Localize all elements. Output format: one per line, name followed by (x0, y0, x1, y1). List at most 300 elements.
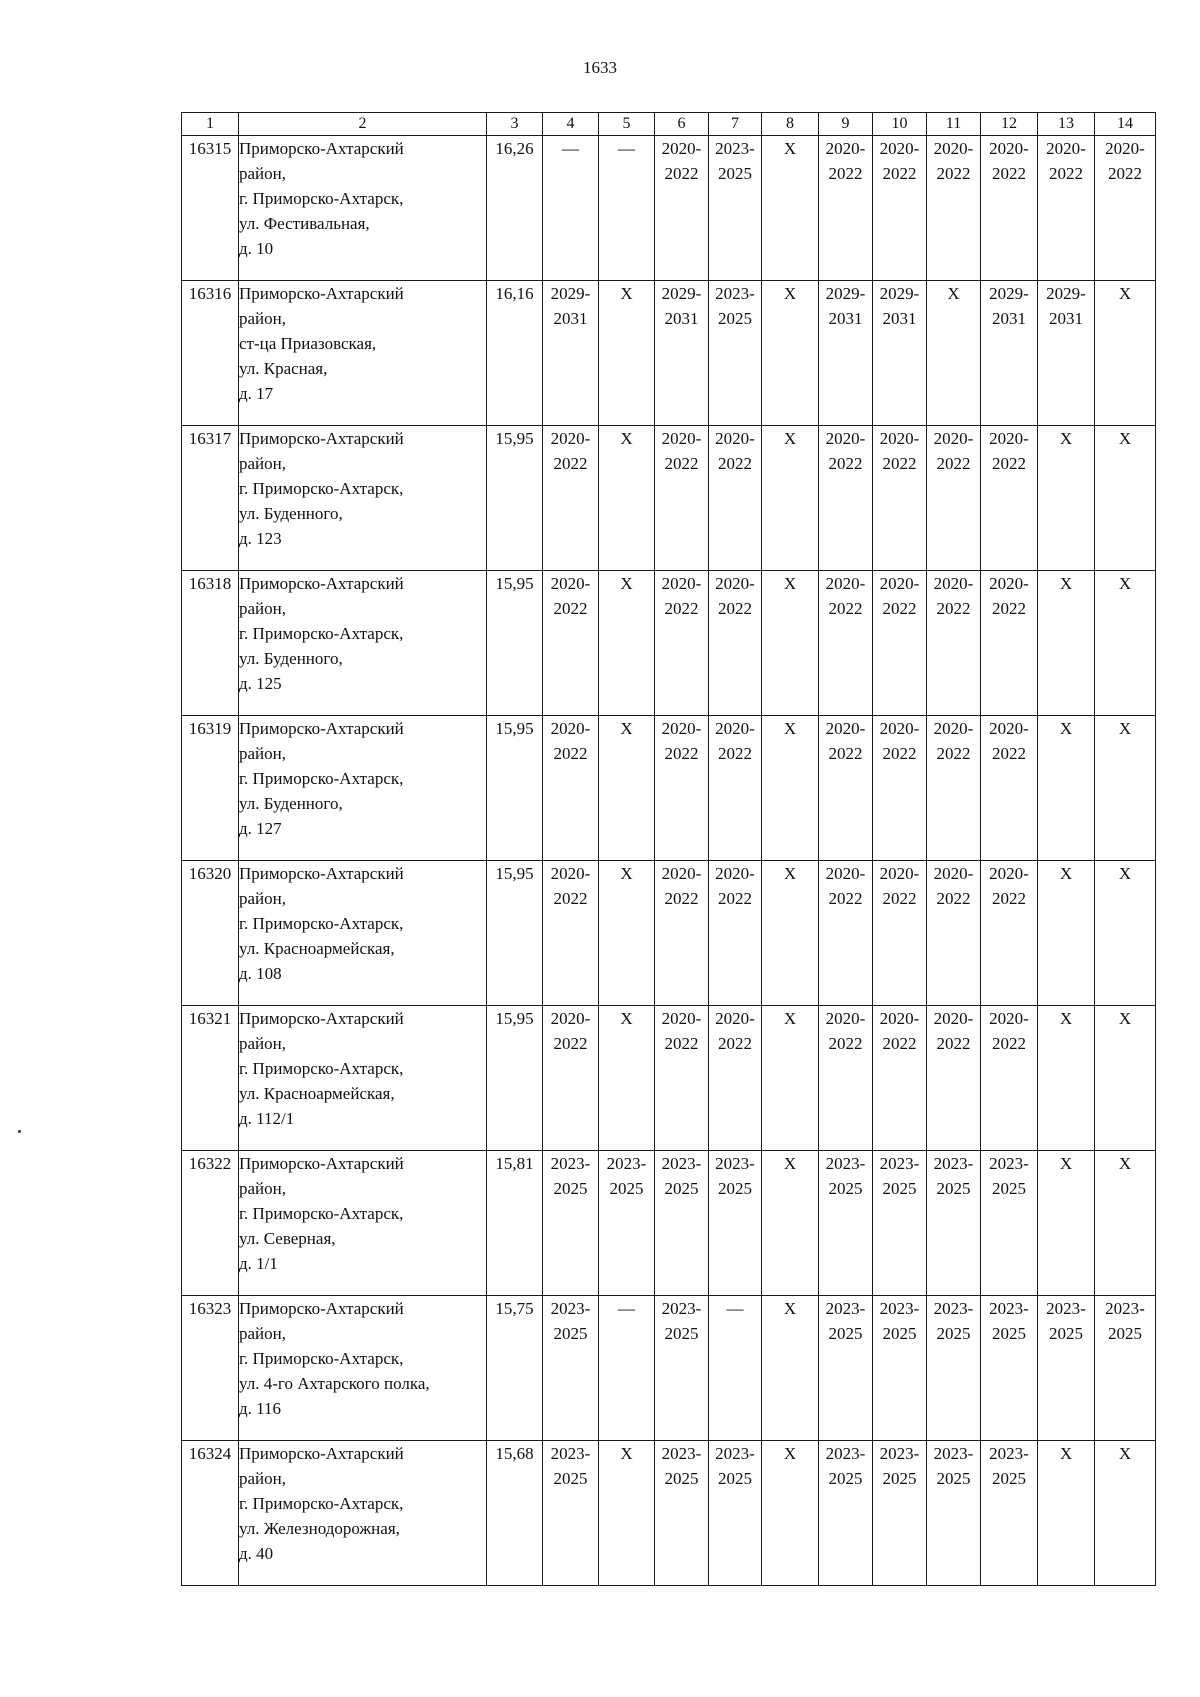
period-line: 2023- (825, 1299, 866, 1318)
period-cell-col-11 (927, 136, 981, 281)
period-line: X (1118, 1444, 1132, 1463)
period-cell-col-10 (873, 861, 927, 1006)
period-cell-col-11 (927, 426, 981, 571)
period-line: 2020- (933, 864, 974, 883)
length-cell: 15,95 (487, 716, 543, 861)
period-cell-col-6 (655, 426, 709, 571)
period-line: 2022 (882, 454, 917, 473)
period-cell-col-5 (599, 426, 655, 571)
period-cell-col-9 (819, 1296, 873, 1441)
period-line: 2023- (879, 1299, 920, 1318)
period-line: — (618, 1299, 635, 1318)
period-cell-col-6 (655, 716, 709, 861)
period-cell-col-12 (981, 426, 1038, 571)
period-cell-col-13 (1038, 136, 1095, 281)
period-line: 2020- (661, 864, 702, 883)
page-number: 1633 (583, 58, 617, 77)
period-cell-col-11 (927, 1441, 981, 1586)
period-line: 2023- (550, 1444, 591, 1463)
period-cell-col-7 (709, 1296, 762, 1441)
period-cell-col-4 (543, 1151, 599, 1296)
address-cell (239, 281, 487, 426)
table-row (182, 1296, 1156, 1441)
period-line: 2020- (933, 139, 974, 158)
period-line: 2020- (825, 574, 866, 593)
period-cell-col-6 (655, 136, 709, 281)
row-number: 16318 (182, 571, 239, 716)
address-line: Приморско-Ахтарский (239, 864, 404, 883)
period-line: 2023- (825, 1444, 866, 1463)
period-line: 2020- (1046, 139, 1086, 158)
period-line: 2025 (1108, 1324, 1142, 1343)
period-line: 2022 (992, 1034, 1026, 1053)
table-row (182, 1151, 1156, 1296)
period-line: 2029- (825, 284, 866, 303)
table-row (182, 426, 1156, 571)
period-cell-col-5 (599, 571, 655, 716)
period-line: 2025 (992, 1179, 1026, 1198)
address-line: район, (239, 1034, 286, 1053)
address-line: район, (239, 454, 286, 473)
period-line: X (1118, 864, 1132, 883)
row-number: 16316 (182, 281, 239, 426)
period-line: 2022 (936, 454, 971, 473)
length-cell: 15,95 (487, 571, 543, 716)
period-line: 2020- (715, 864, 755, 883)
period-line: 2022 (992, 454, 1026, 473)
period-line: 2025 (718, 309, 752, 328)
column-header-13: 13 (1038, 113, 1095, 136)
address-line: ул. 4-го Ахтарского полка, (239, 1374, 430, 1393)
period-line: X (783, 719, 797, 738)
column-header-10: 10 (873, 113, 927, 136)
column-header-3: 3 (487, 113, 543, 136)
address-line: г. Приморско-Ахтарск, (239, 1059, 404, 1078)
period-line: 2025 (1049, 1324, 1083, 1343)
period-cell-col-13 (1038, 571, 1095, 716)
period-line: 2025 (718, 1179, 752, 1198)
period-line: 2020- (933, 429, 974, 448)
period-cell-col-8 (762, 1296, 819, 1441)
period-line: X (1118, 284, 1132, 303)
address-line: д. 112/1 (239, 1109, 295, 1128)
table-row (182, 1441, 1156, 1586)
period-cell-col-9 (819, 1006, 873, 1151)
period-line: 2020- (825, 864, 866, 883)
address-line: Приморско-Ахтарский (239, 719, 404, 738)
period-line: 2022 (936, 1034, 971, 1053)
period-line: X (620, 574, 633, 593)
period-line: 2031 (882, 309, 917, 328)
period-line: 2025 (664, 1469, 699, 1488)
period-line: 2025 (553, 1179, 588, 1198)
address-line: Приморско-Ахтарский (239, 574, 404, 593)
column-header-2: 2 (239, 113, 487, 136)
row-number: 16323 (182, 1296, 239, 1441)
period-line: 2022 (664, 164, 699, 183)
address-line: Приморско-Ахтарский (239, 1009, 404, 1028)
period-line: 2020- (879, 1009, 920, 1028)
period-cell-col-10 (873, 571, 927, 716)
column-header-1: 1 (182, 113, 239, 136)
period-cell-col-6 (655, 1296, 709, 1441)
scan-speck (18, 1130, 21, 1133)
period-cell-col-6 (655, 281, 709, 426)
period-line: 2020- (661, 574, 702, 593)
period-line: X (947, 284, 960, 303)
period-cell-col-6 (655, 1006, 709, 1151)
address-line: д. 125 (239, 674, 282, 693)
row-number: 16322 (182, 1151, 239, 1296)
period-line: 2022 (553, 599, 588, 618)
period-cell-col-6 (655, 1441, 709, 1586)
period-cell-col-7 (709, 571, 762, 716)
period-line: 2023- (606, 1154, 647, 1173)
period-line: 2023- (1046, 1299, 1086, 1318)
period-cell-col-9 (819, 716, 873, 861)
column-header-14: 14 (1095, 113, 1156, 136)
period-cell-col-14 (1095, 281, 1156, 426)
period-line: 2031 (828, 309, 863, 328)
period-line: 2022 (992, 889, 1026, 908)
period-cell-col-13 (1038, 1441, 1095, 1586)
period-line: 2029- (661, 284, 702, 303)
address-line: ул. Буденного, (239, 504, 343, 523)
address-line: ул. Железнодорожная, (239, 1519, 400, 1538)
address-cell (239, 1006, 487, 1151)
period-cell-col-12 (981, 1296, 1038, 1441)
period-line: 2023- (661, 1299, 702, 1318)
row-number: 16321 (182, 1006, 239, 1151)
period-line: 2020- (825, 1009, 866, 1028)
period-line: 2025 (882, 1324, 917, 1343)
address-line: д. 123 (239, 529, 282, 548)
period-cell-col-14 (1095, 1296, 1156, 1441)
column-header-11: 11 (927, 113, 981, 136)
table-row (182, 281, 1156, 426)
period-cell-col-14 (1095, 716, 1156, 861)
period-line: 2022 (1049, 164, 1083, 183)
column-header-5: 5 (599, 113, 655, 136)
address-line: г. Приморско-Ахтарск, (239, 769, 404, 788)
period-cell-col-14 (1095, 136, 1156, 281)
period-line: 2020- (989, 139, 1029, 158)
period-line: 2023- (933, 1444, 974, 1463)
period-cell-col-11 (927, 1006, 981, 1151)
period-cell-col-6 (655, 571, 709, 716)
row-number: 16319 (182, 716, 239, 861)
period-cell-col-10 (873, 281, 927, 426)
period-line: 2025 (828, 1179, 863, 1198)
period-line: 2023- (715, 1444, 755, 1463)
period-line: 2022 (936, 889, 971, 908)
period-line: 2023- (715, 284, 755, 303)
period-cell-col-4 (543, 1296, 599, 1441)
address-line: район, (239, 1179, 286, 1198)
period-cell-col-12 (981, 281, 1038, 426)
period-line: X (1118, 1154, 1132, 1173)
address-line: ст-ца Приазовская, (239, 334, 377, 353)
period-line: 2025 (936, 1324, 971, 1343)
period-cell-col-10 (873, 716, 927, 861)
address-line: Приморско-Ахтарский (239, 1154, 404, 1173)
period-line: 2022 (718, 744, 752, 763)
period-cell-col-12 (981, 1441, 1038, 1586)
period-cell-col-8 (762, 1006, 819, 1151)
period-line: 2022 (553, 744, 588, 763)
period-line: 2025 (718, 1469, 752, 1488)
table-row (182, 571, 1156, 716)
period-cell-col-8 (762, 281, 819, 426)
address-line: д. 127 (239, 819, 282, 838)
period-line: X (1118, 574, 1132, 593)
period-line: 2020- (879, 574, 920, 593)
address-line: г. Приморско-Ахтарск, (239, 624, 404, 643)
period-line: 2020- (825, 429, 866, 448)
address-line: д. 40 (239, 1544, 274, 1563)
period-line: 2022 (553, 889, 588, 908)
period-line: 2022 (882, 889, 917, 908)
length-cell: 15,81 (487, 1151, 543, 1296)
period-line: 2023- (879, 1444, 920, 1463)
period-cell-col-4 (543, 861, 599, 1006)
period-cell-col-4 (543, 571, 599, 716)
column-header-9: 9 (819, 113, 873, 136)
period-line: 2020- (550, 719, 591, 738)
period-line: 2023- (550, 1154, 591, 1173)
period-cell-col-11 (927, 1296, 981, 1441)
address-line: ул. Фестивальная, (239, 214, 370, 233)
period-cell-col-5 (599, 1296, 655, 1441)
address-line: район, (239, 1469, 286, 1488)
period-line: X (1059, 1009, 1073, 1028)
period-cell-col-10 (873, 136, 927, 281)
period-cell-col-12 (981, 1151, 1038, 1296)
length-cell: 15,95 (487, 426, 543, 571)
period-line: 2020- (825, 719, 866, 738)
period-line: 2025 (664, 1324, 699, 1343)
period-line: 2022 (828, 454, 863, 473)
period-line: X (620, 1444, 633, 1463)
schedule-table (181, 112, 1156, 1586)
period-line: 2020- (1105, 139, 1145, 158)
length-cell: 16,26 (487, 136, 543, 281)
period-line: 2029- (1046, 284, 1086, 303)
header-row (182, 113, 1156, 136)
period-line: 2025 (936, 1469, 971, 1488)
period-cell-col-10 (873, 1006, 927, 1151)
period-line: 2023- (933, 1299, 974, 1318)
period-line: 2022 (718, 889, 752, 908)
period-cell-col-7 (709, 136, 762, 281)
address-line: район, (239, 889, 286, 908)
period-cell-col-4 (543, 1006, 599, 1151)
period-line: 2022 (828, 1034, 863, 1053)
period-line: X (620, 864, 633, 883)
period-cell-col-5 (599, 281, 655, 426)
row-number: 16315 (182, 136, 239, 281)
address-line: район, (239, 744, 286, 763)
period-cell-col-9 (819, 861, 873, 1006)
table-body (182, 136, 1156, 1586)
period-line: 2023- (989, 1154, 1029, 1173)
period-cell-col-8 (762, 861, 819, 1006)
period-line: 2020- (989, 719, 1029, 738)
period-cell-col-5 (599, 1151, 655, 1296)
period-line: 2022 (828, 164, 863, 183)
period-cell-col-5 (599, 861, 655, 1006)
period-line: 2025 (828, 1469, 863, 1488)
period-cell-col-9 (819, 1441, 873, 1586)
address-line: ул. Северная, (239, 1229, 336, 1248)
period-line: 2020- (989, 864, 1029, 883)
period-line: 2022 (718, 1034, 752, 1053)
period-line: 2023- (715, 1154, 755, 1173)
period-cell-col-8 (762, 426, 819, 571)
period-line: X (1059, 574, 1073, 593)
period-line: 2022 (828, 744, 863, 763)
period-line: 2020- (879, 429, 920, 448)
period-line: 2020- (661, 1009, 702, 1028)
period-line: 2022 (992, 599, 1026, 618)
period-line: 2031 (553, 309, 588, 328)
period-cell-col-7 (709, 861, 762, 1006)
period-line: 2022 (828, 599, 863, 618)
address-line: Приморско-Ахтарский (239, 1299, 404, 1318)
period-line: 2022 (992, 744, 1026, 763)
row-number: 16317 (182, 426, 239, 571)
period-cell-col-10 (873, 1296, 927, 1441)
period-cell-col-12 (981, 861, 1038, 1006)
address-line: д. 108 (239, 964, 282, 983)
period-line: 2025 (992, 1469, 1026, 1488)
period-line: 2020- (550, 864, 591, 883)
period-line: 2022 (664, 889, 699, 908)
period-line: 2029- (550, 284, 591, 303)
period-line: 2023- (989, 1299, 1029, 1318)
period-line: X (620, 719, 633, 738)
period-cell-col-5 (599, 716, 655, 861)
period-line: X (1059, 429, 1073, 448)
period-line: 2025 (609, 1179, 644, 1198)
address-line: ул. Красноармейская, (239, 1084, 395, 1103)
period-line: 2022 (882, 744, 917, 763)
period-line: X (1118, 719, 1132, 738)
period-line: 2022 (882, 599, 917, 618)
period-line: X (1059, 864, 1073, 883)
period-line: X (783, 284, 797, 303)
period-line: 2031 (1049, 309, 1083, 328)
period-line: 2020- (550, 1009, 591, 1028)
table-row (182, 861, 1156, 1006)
period-cell-col-13 (1038, 1296, 1095, 1441)
column-header-6: 6 (655, 113, 709, 136)
period-line: 2023- (989, 1444, 1029, 1463)
period-cell-col-12 (981, 1006, 1038, 1151)
period-cell-col-6 (655, 861, 709, 1006)
table-row (182, 1006, 1156, 1151)
period-cell-col-7 (709, 426, 762, 571)
period-line: X (1118, 429, 1132, 448)
period-line: — (726, 1299, 744, 1318)
length-cell: 15,75 (487, 1296, 543, 1441)
period-cell-col-11 (927, 1151, 981, 1296)
period-line: 2020- (715, 719, 755, 738)
period-cell-col-4 (543, 136, 599, 281)
row-number: 16324 (182, 1441, 239, 1586)
period-line: 2020- (879, 719, 920, 738)
period-cell-col-14 (1095, 1006, 1156, 1151)
period-line: 2022 (718, 454, 752, 473)
period-line: 2023- (661, 1154, 702, 1173)
address-line: Приморско-Ахтарский (239, 139, 404, 158)
period-cell-col-9 (819, 571, 873, 716)
period-line: 2020- (715, 574, 755, 593)
period-cell-col-9 (819, 1151, 873, 1296)
period-line: 2020- (550, 574, 591, 593)
period-line: 2022 (664, 1034, 699, 1053)
period-cell-col-12 (981, 136, 1038, 281)
period-line: X (620, 429, 633, 448)
period-line: 2020- (933, 719, 974, 738)
address-line: г. Приморско-Ахтарск, (239, 1494, 404, 1513)
period-line: 2020- (989, 429, 1029, 448)
period-cell-col-13 (1038, 861, 1095, 1006)
period-cell-col-13 (1038, 281, 1095, 426)
column-header-8: 8 (762, 113, 819, 136)
period-cell-col-11 (927, 281, 981, 426)
address-line: г. Приморско-Ахтарск, (239, 1349, 404, 1368)
period-line: 2023- (550, 1299, 591, 1318)
period-cell-col-12 (981, 716, 1038, 861)
period-line: 2020- (550, 429, 591, 448)
period-cell-col-9 (819, 426, 873, 571)
period-cell-col-10 (873, 1151, 927, 1296)
period-line: 2022 (718, 599, 752, 618)
address-line: г. Приморско-Ахтарск, (239, 1204, 404, 1223)
period-line: 2020- (879, 139, 920, 158)
period-line: X (1059, 1444, 1073, 1463)
period-line: 2023- (661, 1444, 702, 1463)
period-cell-col-7 (709, 716, 762, 861)
period-cell-col-8 (762, 571, 819, 716)
length-cell: 15,68 (487, 1441, 543, 1586)
period-line: 2023- (715, 139, 755, 158)
period-line: 2025 (992, 1324, 1026, 1343)
period-cell-col-13 (1038, 426, 1095, 571)
period-cell-col-5 (599, 136, 655, 281)
period-line: 2020- (933, 1009, 974, 1028)
period-cell-col-11 (927, 861, 981, 1006)
period-line: 2023- (1105, 1299, 1145, 1318)
period-line: 2025 (718, 164, 752, 183)
period-cell-col-14 (1095, 1441, 1156, 1586)
address-line: Приморско-Ахтарский (239, 429, 404, 448)
period-line: 2025 (553, 1324, 588, 1343)
period-line: X (620, 1009, 633, 1028)
period-cell-col-4 (543, 1441, 599, 1586)
period-cell-col-10 (873, 426, 927, 571)
period-line: 2020- (661, 719, 702, 738)
period-line: 2025 (882, 1179, 917, 1198)
period-line: — (618, 139, 635, 158)
period-line: 2029- (989, 284, 1029, 303)
address-line: ул. Буденного, (239, 794, 343, 813)
period-cell-col-8 (762, 1441, 819, 1586)
address-cell (239, 571, 487, 716)
period-line: X (1059, 1154, 1073, 1173)
column-header-4: 4 (543, 113, 599, 136)
